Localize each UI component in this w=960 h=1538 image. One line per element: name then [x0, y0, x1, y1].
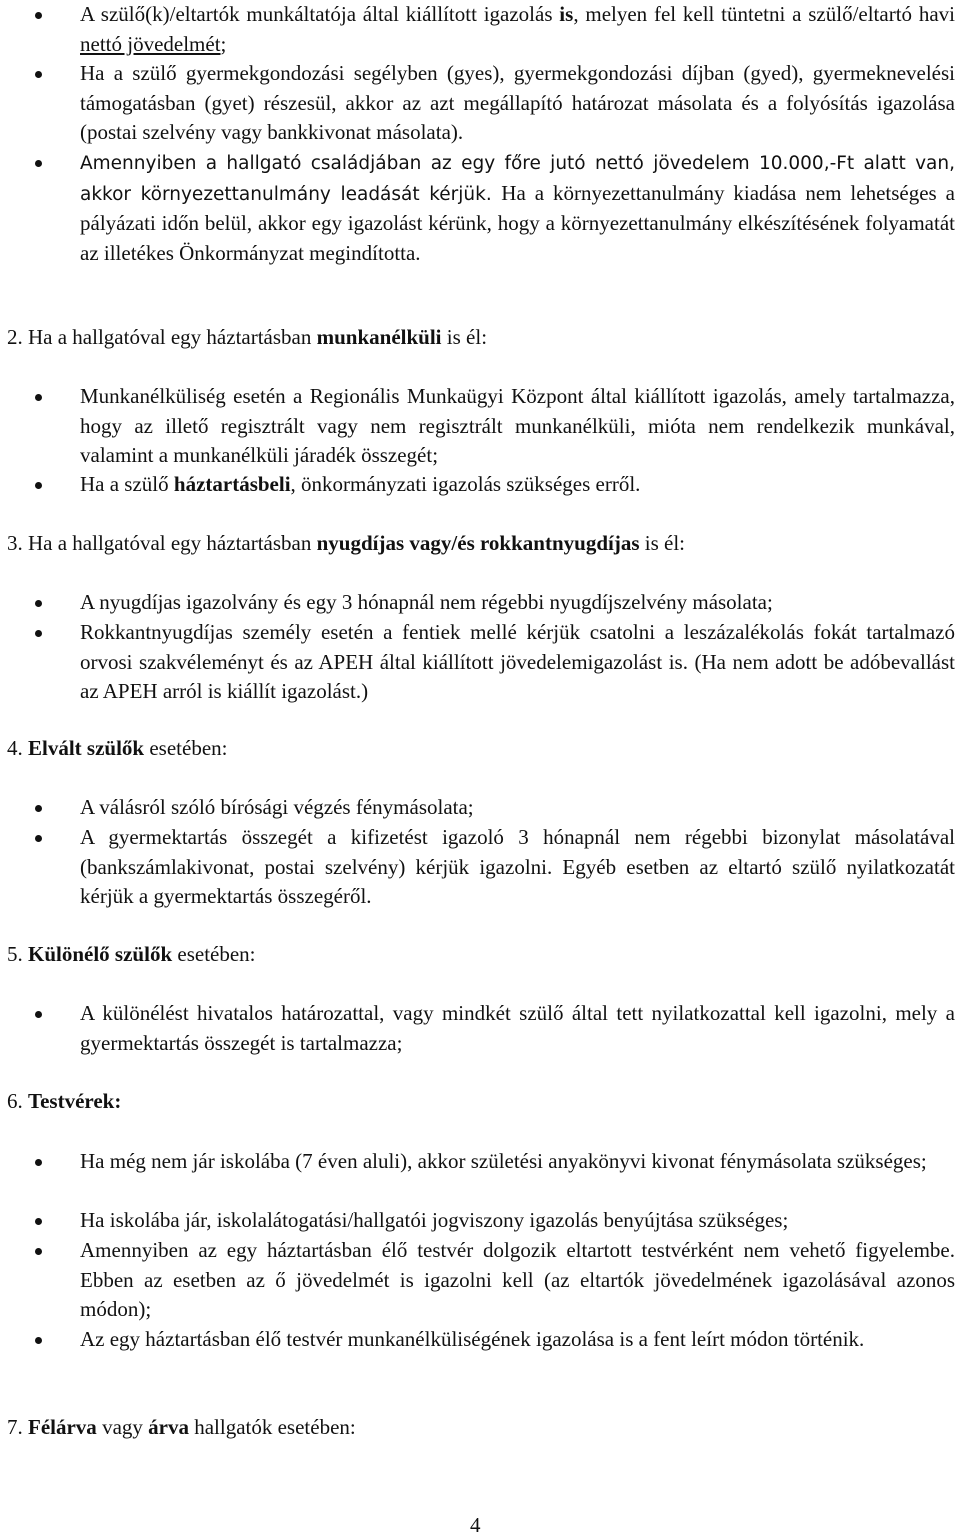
- list-item: Amennyiben az egy háztartásban élő testvér dolgozik eltartott testvérként nem vehető figyelembe. Ebben az esetben az ő jövedelmét is igazolni kell (az eltartók jövedelmének igazolásával azonos módon);: [80, 1238, 955, 1321]
- section-heading: 4. Elvált szülők esetében:: [7, 736, 228, 760]
- bullet: [35, 12, 42, 19]
- list-item: A válásról szóló bírósági végzés fénymásolata;: [80, 795, 474, 819]
- bullet: [35, 394, 42, 401]
- section-heading: 5. Különélő szülők esetében:: [7, 942, 256, 966]
- list-item: A különélést hivatalos határozattal, vagy mindkét szülő által tett nyilatkozattal kell igazolni, mely a gyermektartás összegét is tartalmazza;: [80, 1001, 955, 1055]
- bullet: [35, 482, 42, 489]
- bullet: [35, 1011, 42, 1018]
- list-item: A gyermektartás összegét a kifizetést igazoló 3 hónapnál nem régebbi bizonylat másolatával (bankszámlakivonat, postai szelvény) kérjük igazolni. Egyéb esetben az eltartó szülő nyilatkozatát kérjük a gyermektartás összegéről.: [80, 825, 955, 908]
- section-heading: 7. Félárva vagy árva hallgatók esetében:: [7, 1415, 356, 1439]
- bullet: [35, 1218, 42, 1225]
- page-number: 4: [470, 1513, 481, 1537]
- list-item: Ha még nem jár iskolába (7 éven aluli), akkor születési anyakönyvi kivonat fénymásolata szükséges;: [80, 1149, 927, 1173]
- list-item: Ha a szülő háztartásbeli, önkormányzati igazolás szükséges erről.: [80, 472, 641, 496]
- bullet: [35, 630, 42, 637]
- list-item: Amennyiben a hallgató családjában az egy főre jutó nettó jövedelem 10.000,-Ft alatt van, akkor környezettanulmány leadását kérjük. Ha a környezettanulmány kiadása nem lehetséges a pályázati időn belül, akkor egy igazolást kérünk, hogy a környezettanulmány elkészítésének folyamatát az illetékes Önkormányzat megindította.: [80, 153, 955, 265]
- list-item: Ha a szülő gyermekgondozási segélyben (gyes), gyermekgondozási díjban (gyed), gyermeknevelési támogatásban (gyet) részesül, akkor az azt megállapító határozat másolata és a folyósítás igazolása (postai szelvény vagy bankkivonat másolata).: [80, 61, 955, 144]
- list-item: A szülő(k)/eltartók munkáltatója által kiállított igazolás is, melyen fel kell tüntetni a szülő/eltartó havi nettó jövedelmét;: [80, 2, 955, 56]
- bullet: [35, 1159, 42, 1166]
- section-heading: 6. Testvérek:: [7, 1089, 122, 1113]
- bullet: [35, 1248, 42, 1255]
- list-item: Az egy háztartásban élő testvér munkanélküliségének igazolása is a fent leírt módon történik.: [80, 1327, 865, 1351]
- list-item: Munkanélküliség esetén a Regionális Munkaügyi Központ által kiállított igazolás, amely tartalmazza, hogy az illető regisztrált vagy nem regisztrált munkanélküli, mióta nem rendelkezik munkával, valamint a munkanélküli járadék összegét;: [80, 384, 955, 467]
- bullet: [35, 71, 42, 78]
- bullet: [35, 160, 42, 167]
- list-item: A nyugdíjas igazolvány és egy 3 hónapnál nem régebbi nyugdíjszelvény másolata;: [80, 590, 773, 614]
- bullet: [35, 600, 42, 607]
- list-item: Ha iskolába jár, iskolalátogatási/hallgatói jogviszony igazolás benyújtása szükséges;: [80, 1208, 789, 1232]
- section-heading: 2. Ha a hallgatóval egy háztartásban munkanélküli is él:: [7, 325, 488, 349]
- bullet: [35, 1337, 42, 1344]
- list-item: Rokkantnyugdíjas személy esetén a fentiek mellé kérjük csatolni a leszázalékolás fokát tartalmazó orvosi szakvéleményt és az APEH által kiállított jövedelemigazolást is. (Ha nem adott be adóbevallást az APEH arról is kiállít igazolást.): [80, 620, 955, 703]
- bullet: [35, 835, 42, 842]
- section-heading: 3. Ha a hallgatóval egy háztartásban nyugdíjas vagy/és rokkantnyugdíjas is él:: [7, 531, 685, 555]
- bullet: [35, 805, 42, 812]
